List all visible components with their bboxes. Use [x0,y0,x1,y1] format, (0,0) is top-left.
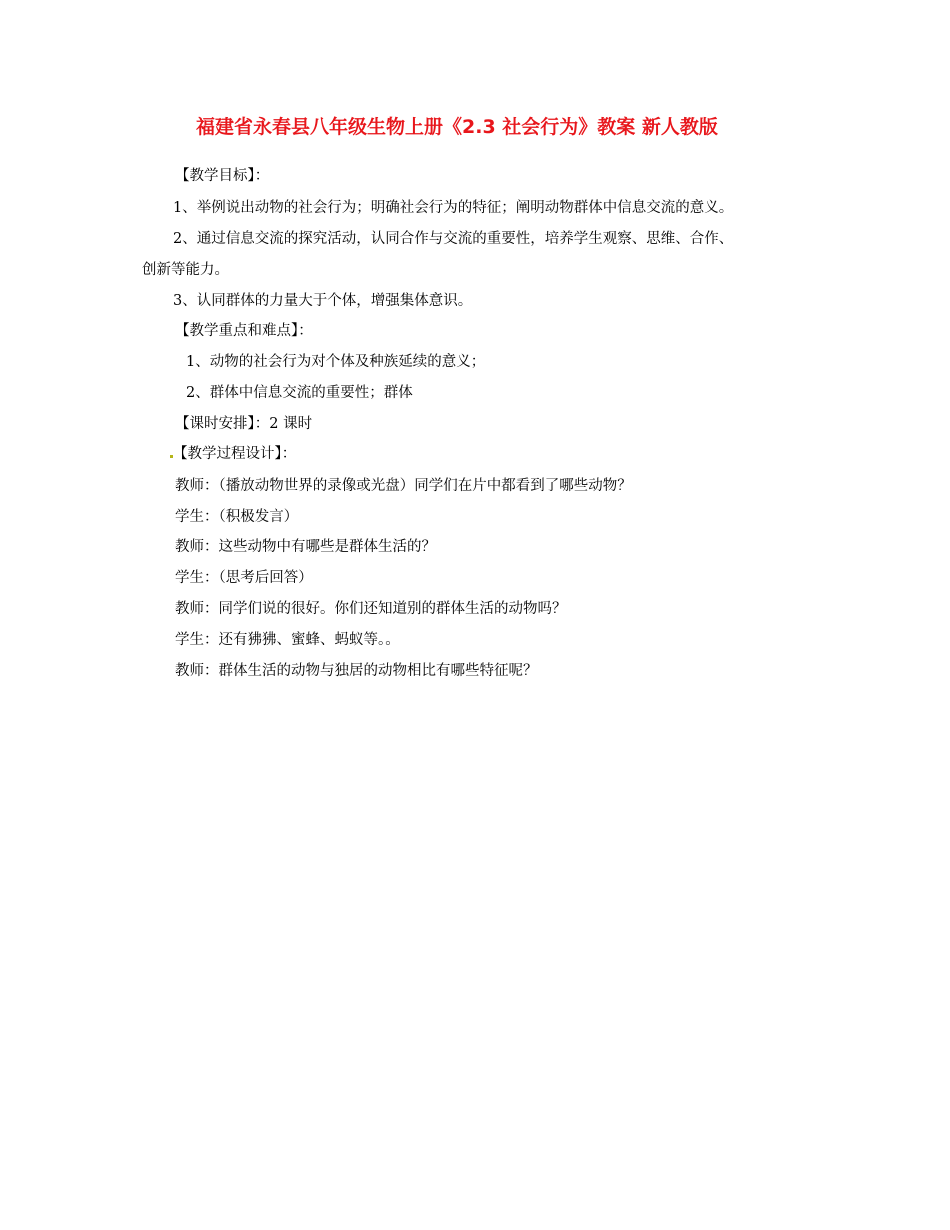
process-heading: 【教学过程设计】： [173,446,297,462]
dialogue-line: 教师：（播放动物世界的录像或光盘）同学们在片中都看到了哪些动物？ [175,478,632,494]
objective-1: 1、举例说出动物的社会行为；明确社会行为的特征；阐明动物群体中信息交流的意义。 [173,200,734,216]
dialogue-line: 学生：（思考后回答） [175,570,313,586]
process-heading-row [170,444,296,464]
key-point-2: 2、群体中信息交流的重要性；群体 [186,385,413,401]
dialogue-line: 教师：同学们说的很好。你们还知道别的群体生活的动物吗？ [175,601,567,617]
dialogue-line: 教师：这些动物中有哪些是群体生活的？ [175,539,436,555]
dialogue-line: 教师：群体生活的动物与独居的动物相比有哪些特征呢？ [175,663,538,679]
dialogue-line: 学生：（积极发言） [175,509,299,525]
key-point-1: 1、动物的社会行为对个体及种族延续的意义； [186,354,486,370]
objectives-heading: 【教学目标】： [175,168,270,184]
objective-3: 3、认同群体的力量大于个体，增强集体意识。 [173,293,473,309]
objective-2-line-1: 2、通过信息交流的探究活动，认同合作与交流的重要性，培养学生观察、思维、合作、 [173,231,734,247]
key-points-heading: 【教学重点和难点】： [175,323,313,339]
document-title: 福建省永春县八年级生物上册《2.3 社会行为》教案 新人教版 [196,116,718,138]
dialogue-line: 学生：还有狒狒、蜜蜂、蚂蚁等。。 [175,632,400,648]
schedule-line: 【课时安排】：2 课时 [175,416,313,432]
objective-2-line-2: 创新等能力。 [142,262,229,278]
